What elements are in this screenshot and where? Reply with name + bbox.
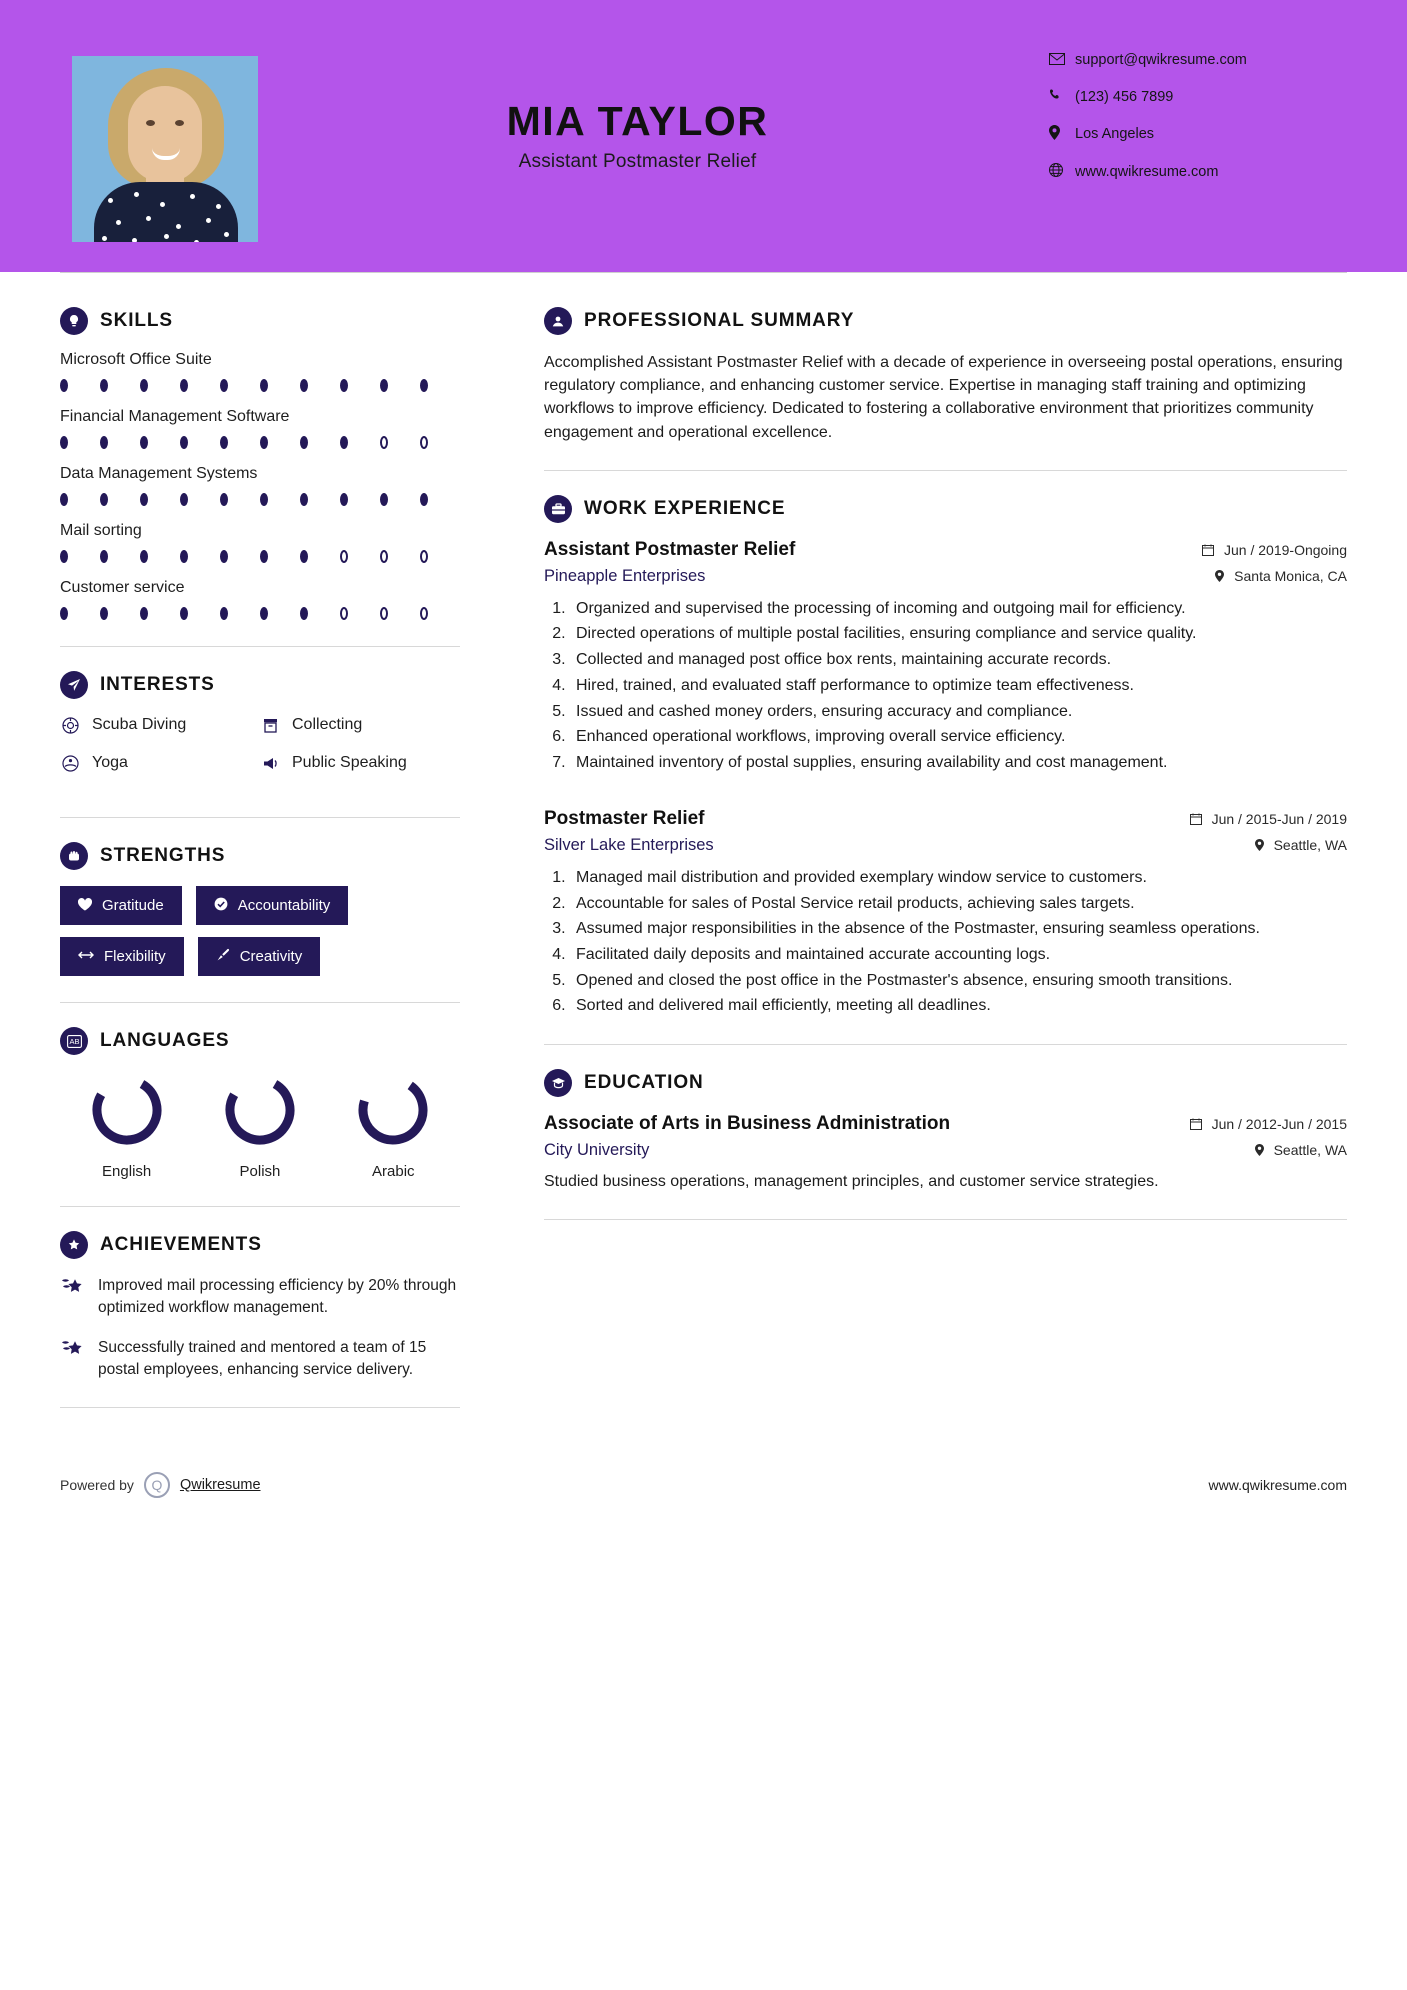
paintbrush-icon xyxy=(216,948,230,965)
brand-link[interactable]: Qwikresume xyxy=(179,1477,261,1493)
strength-label: Gratitude xyxy=(102,897,164,914)
job-bullet: 7. Maintained inventory of postal supplies, ensuring availability and cost management. xyxy=(570,752,1347,775)
footer xyxy=(0,1472,1407,1498)
job-location xyxy=(1255,837,1347,853)
language-progress-ring xyxy=(60,1071,193,1149)
avatar xyxy=(72,56,258,242)
education-location xyxy=(1255,1142,1347,1158)
section-languages-title: LANGUAGES xyxy=(100,1030,230,1051)
interest-list xyxy=(60,715,460,791)
contact-list xyxy=(1049,52,1349,200)
section-strengths-title: STRENGTHS xyxy=(100,845,226,866)
job-dates-text: Jun / 2015-Jun / 2019 xyxy=(1211,810,1347,827)
skill-rating xyxy=(60,436,460,449)
resume-header xyxy=(0,0,1407,272)
job-bullet: 5. Issued and cashed money orders, ensuring accuracy and compliance. xyxy=(570,701,1347,724)
skill-rating xyxy=(60,607,460,620)
contact-website-text: www.qwikresume.com xyxy=(1075,163,1219,180)
section-skills-title: SKILLS xyxy=(100,310,173,331)
achievement-item xyxy=(60,1337,460,1381)
strength-label: Flexibility xyxy=(104,948,166,965)
strength-item xyxy=(198,937,321,976)
section-interests-title: INTERESTS xyxy=(100,674,215,695)
summary-text: Accomplished Assistant Postmaster Relief with a decade of experience in overseeing postal operations, ensuring regulatory compliance, and enhancing customer service. Expertise in managing staff training and optimizing workflows to improve efficiency. Dedicated to fostering a collaborative environment that prioritizes community engagement and operational excellence. xyxy=(544,354,1343,441)
divider xyxy=(544,1044,1347,1045)
language-progress-ring xyxy=(327,1071,460,1149)
job-dates xyxy=(1190,811,1347,827)
footer-site-url: www.qwikresume.com xyxy=(1208,1477,1347,1493)
skill-name: Customer service xyxy=(60,579,185,596)
job-dates-text: Jun / 2019-Ongoing xyxy=(1224,541,1347,558)
education-school: City University xyxy=(544,1141,650,1160)
job-bullet: 2. Accountable for sales of Postal Service retail products, achieving sales targets. xyxy=(570,893,1347,916)
section-achievements-title: ACHIEVEMENTS xyxy=(100,1234,262,1255)
job-bullet-list xyxy=(570,598,1347,775)
section-summary-title: PROFESSIONAL SUMMARY xyxy=(584,310,855,331)
achievement-item xyxy=(60,1275,460,1319)
job-bullet: 1. Managed mail distribution and provided exemplary window service to customers. xyxy=(570,867,1347,890)
contact-email[interactable] xyxy=(1049,52,1349,68)
divider xyxy=(60,1407,460,1408)
briefcase-icon xyxy=(544,495,572,523)
envelope-icon xyxy=(1049,52,1075,68)
calendar-icon xyxy=(1202,542,1218,558)
education-dates xyxy=(1190,1116,1347,1132)
powered-by-label: Powered by xyxy=(60,1477,134,1493)
skill-name: Microsoft Office Suite xyxy=(60,351,212,368)
strength-item xyxy=(196,886,349,925)
job-dates xyxy=(1202,542,1347,558)
education-description: Studied business operations, management principles, and customer service strategies. xyxy=(544,1173,1159,1191)
job-location-text: Seattle, WA xyxy=(1273,836,1347,853)
education-dates-text: Jun / 2012-Jun / 2015 xyxy=(1211,1116,1347,1133)
skill-rating xyxy=(60,379,460,392)
language-progress-ring xyxy=(193,1071,326,1149)
job-bullet: 2. Directed operations of multiple postal facilities, ensuring compliance and service quality. xyxy=(570,623,1347,646)
skill-item xyxy=(60,579,460,620)
job-company: Silver Lake Enterprises xyxy=(544,835,714,854)
contact-location xyxy=(1049,125,1349,143)
job-title: Postmaster Relief xyxy=(544,807,705,829)
language-label: English xyxy=(102,1163,152,1180)
language-label: Arabic xyxy=(372,1163,415,1180)
interest-item xyxy=(60,715,260,735)
main-content xyxy=(500,307,1347,1432)
achievement-text: Successfully trained and mentored a team of 15 postal employees, enhancing service delivery. xyxy=(98,1339,427,1378)
strength-item xyxy=(60,937,184,976)
job-location-text: Santa Monica, CA xyxy=(1234,567,1347,584)
experience-entry xyxy=(544,808,1347,1018)
location-pin-icon xyxy=(1255,837,1268,853)
section-languages-header xyxy=(60,1027,460,1055)
location-pin-icon xyxy=(1255,1142,1268,1158)
skill-rating xyxy=(60,493,460,506)
language-item xyxy=(60,1071,193,1180)
fist-icon xyxy=(60,842,88,870)
divider xyxy=(60,1206,460,1207)
job-company: Pineapple Enterprises xyxy=(544,566,706,585)
interest-label: Public Speaking xyxy=(292,754,407,771)
contact-website[interactable] xyxy=(1049,163,1349,180)
megaphone-icon xyxy=(260,753,280,773)
section-skills-header xyxy=(60,307,460,335)
user-circle-icon xyxy=(544,307,572,335)
job-bullet-list xyxy=(570,867,1347,1018)
interest-label: Collecting xyxy=(292,716,363,733)
section-interests-header xyxy=(60,671,460,699)
divider xyxy=(60,817,460,818)
skill-item xyxy=(60,522,460,563)
interest-item xyxy=(260,715,460,735)
heart-icon xyxy=(78,898,92,914)
powered-by-block xyxy=(60,1472,261,1498)
skill-rating xyxy=(60,550,460,563)
calendar-icon xyxy=(1190,811,1206,827)
job-bullet: 1. Organized and supervised the processing of incoming and outgoing mail for efficiency. xyxy=(570,598,1347,621)
skill-name: Financial Management Software xyxy=(60,408,290,425)
job-bullet: 3. Collected and managed post office box rents, maintaining accurate records. xyxy=(570,649,1347,672)
interest-item xyxy=(260,753,460,773)
star-ribbon-icon xyxy=(60,1275,86,1319)
svg-text:AB: AB xyxy=(68,1036,80,1046)
language-label: Polish xyxy=(239,1163,281,1180)
yoga-icon xyxy=(60,753,80,773)
star-badge-icon xyxy=(60,1231,88,1259)
interest-item xyxy=(60,753,260,773)
skill-name: Mail sorting xyxy=(60,522,142,539)
section-summary-header xyxy=(544,307,1347,335)
language-list xyxy=(60,1071,460,1180)
job-bullet: 4. Hired, trained, and evaluated staff performance to optimize team effectiveness. xyxy=(570,675,1347,698)
job-bullet: 5. Opened and closed the post office in the Postmaster's absence, ensuring smooth transitions. xyxy=(570,970,1347,993)
location-pin-icon xyxy=(1215,568,1228,584)
contact-phone-text: (123) 456 7899 xyxy=(1075,88,1174,105)
job-title: Assistant Postmaster Relief xyxy=(544,538,796,560)
phone-icon xyxy=(1049,88,1075,105)
page-title: MIA TAYLOR xyxy=(506,98,769,144)
section-education-header xyxy=(544,1069,1347,1097)
interest-label: Yoga xyxy=(92,754,128,771)
globe-icon xyxy=(1049,163,1075,180)
divider xyxy=(60,646,460,647)
arrows-horizontal-icon xyxy=(78,949,94,964)
job-role-subtitle: Assistant Postmaster Relief xyxy=(518,151,757,173)
contact-email-text: support@qwikresume.com xyxy=(1075,52,1247,68)
ab-translate-icon xyxy=(60,1027,88,1055)
contact-phone[interactable] xyxy=(1049,88,1349,105)
skill-name: Data Management Systems xyxy=(60,465,258,482)
check-circle-icon xyxy=(214,897,228,914)
job-bullet: 3. Assumed major responsibilities in the absence of the Postmaster, ensuring seamless operations. xyxy=(570,918,1347,941)
paper-plane-icon xyxy=(60,671,88,699)
graduation-cap-icon xyxy=(544,1069,572,1097)
skill-item xyxy=(60,465,460,506)
divider xyxy=(544,470,1347,471)
sidebar xyxy=(60,307,500,1432)
skill-item xyxy=(60,408,460,449)
job-bullet: 6. Sorted and delivered mail efficiently, meeting all deadlines. xyxy=(570,995,1347,1018)
language-item xyxy=(193,1071,326,1180)
lightbulb-icon xyxy=(60,307,88,335)
strength-label: Creativity xyxy=(239,948,303,965)
section-experience-title: WORK EXPERIENCE xyxy=(584,497,786,519)
strength-label: Accountability xyxy=(237,897,331,914)
strength-item xyxy=(60,886,182,925)
strength-list xyxy=(60,886,460,976)
contact-location-text: Los Angeles xyxy=(1075,126,1155,142)
experience-entry xyxy=(544,539,1347,775)
divider xyxy=(60,1002,460,1003)
job-bullet: 4. Facilitated daily deposits and maintained accurate accounting logs. xyxy=(570,944,1347,967)
location-pin-icon xyxy=(1049,125,1075,143)
achievement-text: Improved mail processing efficiency by 20% through optimized workflow management. xyxy=(98,1277,457,1316)
scuba-icon xyxy=(60,715,80,735)
interest-label: Scuba Diving xyxy=(92,716,187,733)
education-location-text: Seattle, WA xyxy=(1273,1142,1347,1159)
job-bullet: 6. Enhanced operational workflows, improving overall service efficiency. xyxy=(570,726,1347,749)
section-experience-header xyxy=(544,495,1347,523)
qwikresume-logo-icon: Q xyxy=(144,1472,170,1498)
section-education-title: EDUCATION xyxy=(584,1072,704,1094)
divider xyxy=(544,1219,1347,1220)
education-entry xyxy=(544,1113,1347,1193)
section-strengths-header xyxy=(60,842,460,870)
section-achievements-header xyxy=(60,1231,460,1259)
calendar-icon xyxy=(1190,1116,1206,1132)
skill-item xyxy=(60,351,460,392)
job-location xyxy=(1215,568,1347,584)
language-item xyxy=(327,1071,460,1180)
archive-box-icon xyxy=(260,715,280,735)
education-degree: Associate of Arts in Business Administration xyxy=(544,1113,951,1135)
star-ribbon-icon xyxy=(60,1337,86,1381)
